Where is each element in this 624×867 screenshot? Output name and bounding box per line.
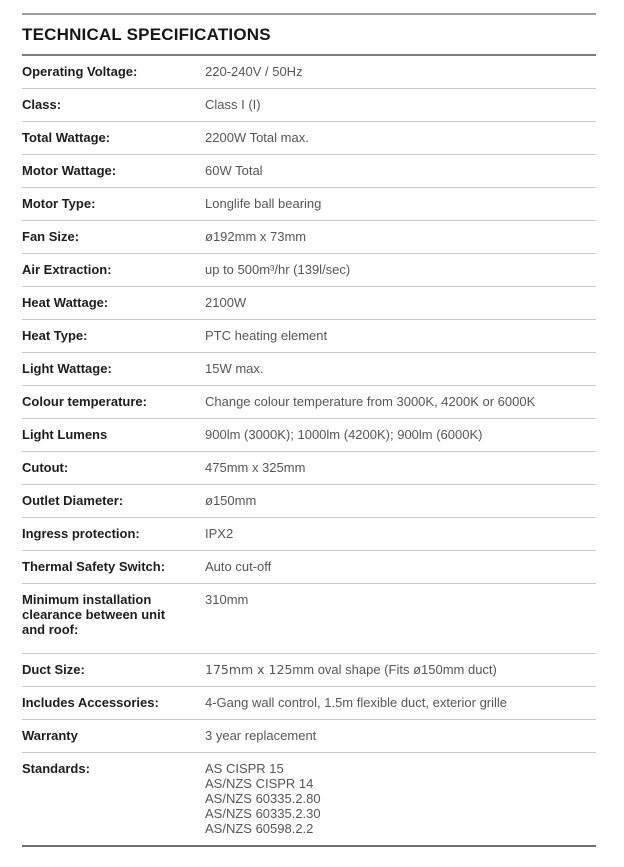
spec-value-line: AS CISPR 15 — [205, 761, 284, 776]
spec-label: Colour temperature: — [22, 394, 147, 409]
spec-label: Air Extraction: — [22, 262, 112, 277]
spec-value: Auto cut-off — [205, 559, 272, 574]
spec-value: ø192mm x 73mm — [205, 229, 307, 244]
spec-value-part: 175mm x 125 — [205, 662, 293, 677]
spec-value: 900lm (3000K); 1000lm (4200K); 900lm (6000K) — [205, 427, 483, 442]
spec-row — [22, 353, 596, 386]
spec-row — [22, 551, 596, 584]
spec-value: 220-240V / 50Hz — [205, 64, 303, 79]
spec-row — [22, 654, 596, 687]
spec-value: 2200W Total max. — [205, 130, 309, 145]
spec-label: Operating Voltage: — [22, 64, 138, 79]
spec-label: Heat Wattage: — [22, 295, 109, 310]
spec-value-line: AS/NZS 60598.2.2 — [205, 821, 314, 836]
spec-value-line: AS/NZS CISPR 14 — [205, 776, 314, 791]
spec-label: Light Wattage: — [22, 361, 112, 376]
spec-row — [22, 287, 596, 320]
spec-value: 4-Gang wall control, 1.5m flexible duct, exterior grille — [205, 695, 508, 710]
spec-label: Motor Type: — [22, 196, 96, 211]
spec-label: Outlet Diameter: — [22, 493, 124, 508]
spec-row — [22, 386, 596, 419]
spec-value: 60W Total — [205, 163, 263, 178]
spec-row — [22, 419, 596, 452]
spec-label: Standards: — [22, 761, 90, 776]
spec-row — [22, 254, 596, 287]
spec-row — [22, 320, 596, 353]
spec-row — [22, 452, 596, 485]
spec-row — [22, 56, 596, 89]
spec-row — [22, 485, 596, 518]
spec-row — [22, 518, 596, 551]
spec-value: PTC heating element — [205, 328, 328, 343]
spec-row — [22, 155, 596, 188]
spec-label: Fan Size: — [22, 229, 80, 244]
spec-label: Cutout: — [22, 460, 69, 475]
spec-value: Change colour temperature from 3000K, 4200K or 6000K — [205, 394, 536, 409]
spec-row — [22, 687, 596, 720]
spec-value: 310mm — [205, 592, 249, 607]
spec-value — [205, 662, 596, 677]
page-title: TECHNICAL SPECIFICATIONS — [22, 15, 596, 56]
spec-row — [22, 720, 596, 753]
spec-label: Motor Wattage: — [22, 163, 117, 178]
spec-value: 15W max. — [205, 361, 264, 376]
spec-label: Heat Type: — [22, 328, 88, 343]
spec-label: Total Wattage: — [22, 130, 111, 145]
spec-value: 475mm x 325mm — [205, 460, 306, 475]
spec-label: Ingress protection: — [22, 526, 140, 541]
spec-row — [22, 188, 596, 221]
spec-row — [22, 584, 596, 654]
spec-value: up to 500m³/hr (139l/sec) — [205, 262, 351, 277]
spec-value-part: mm oval shape (Fits ø150mm duct) — [292, 662, 497, 677]
spec-value: IPX2 — [205, 526, 234, 541]
spec-row — [22, 89, 596, 122]
spec-label: Light Lumens — [22, 427, 108, 442]
spec-value: 3 year replacement — [205, 728, 317, 743]
spec-value: Class I (I) — [205, 97, 261, 112]
spec-value: ø150mm — [205, 493, 257, 508]
spec-value — [205, 761, 596, 836]
spec-row — [22, 753, 596, 845]
spec-label: Duct Size: — [22, 662, 85, 677]
spec-label: Thermal Safety Switch: — [22, 559, 166, 574]
spec-value: Longlife ball bearing — [205, 196, 322, 211]
spec-label: Minimum installation clearance between unit and roof: — [22, 592, 166, 637]
spec-sheet — [22, 13, 596, 847]
spec-table — [22, 56, 596, 847]
spec-value-line: AS/NZS 60335.2.30 — [205, 806, 321, 821]
spec-value-line: AS/NZS 60335.2.80 — [205, 791, 321, 806]
spec-value: 2100W — [205, 295, 247, 310]
spec-row — [22, 122, 596, 155]
spec-label: Class: — [22, 97, 62, 112]
spec-row — [22, 221, 596, 254]
spec-label: Includes Accessories: — [22, 695, 159, 710]
spec-label: Warranty — [22, 728, 78, 743]
